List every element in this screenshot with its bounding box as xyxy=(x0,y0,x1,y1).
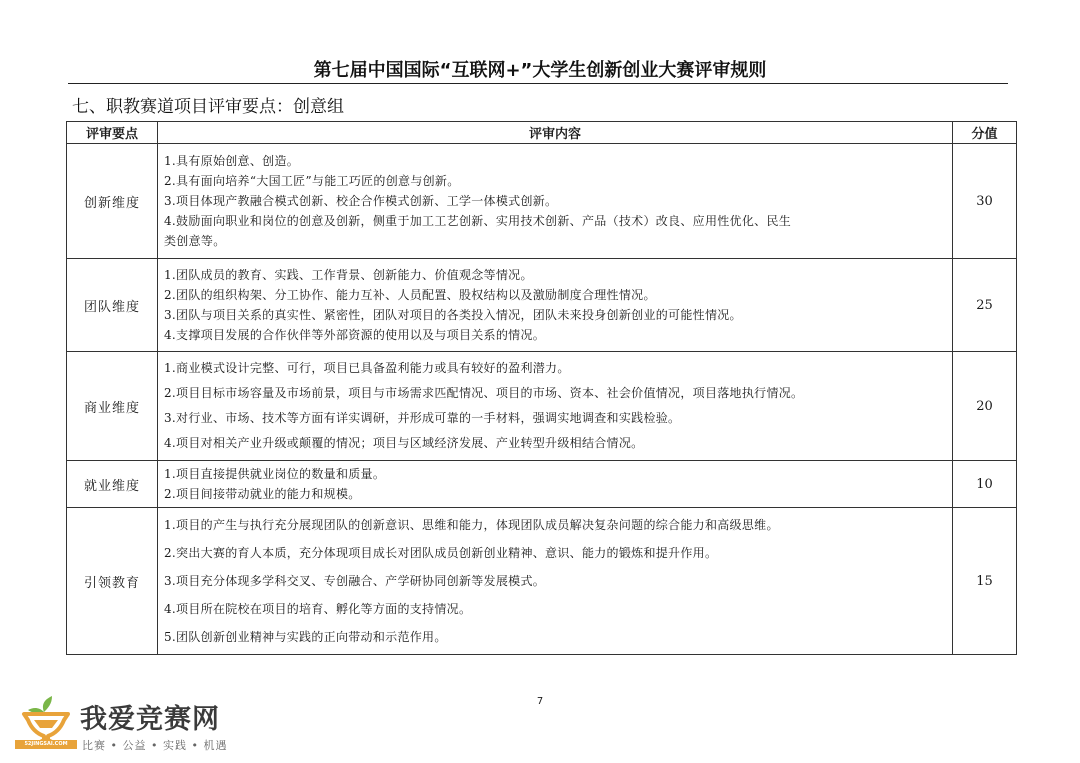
table-row xyxy=(67,508,1017,655)
brand-name: 我爱竞赛网 xyxy=(80,704,220,735)
list-item: 4.项目对相关产业升级或颠覆的情况；项目与区域经济发展、产业转型升级相结合情况。 xyxy=(164,436,644,450)
list-item: 3.项目体现产教融合模式创新、校企合作模式创新、工学一体模式创新。 xyxy=(164,194,558,208)
row-content xyxy=(158,508,953,655)
row-dimension: 商业维度 xyxy=(67,352,158,461)
list-item: 2.突出大赛的育人本质，充分体现项目成长对团队成员创新创业精神、意识、能力的锻炼和提升作用。 xyxy=(164,546,718,560)
header-score: 分值 xyxy=(953,122,1017,144)
brand-domain: 52JINGSAI.COM xyxy=(15,740,77,749)
row-dimension: 团队维度 xyxy=(67,259,158,352)
row-content xyxy=(158,461,953,508)
page-number: 7 xyxy=(536,696,544,707)
table-header-row xyxy=(67,122,1017,144)
brand-slogan: 比赛 • 公益 • 实践 • 机遇 xyxy=(82,739,228,752)
row-score: 10 xyxy=(953,461,1017,508)
list-item: 5.团队创新创业精神与实践的正向带动和示范作用。 xyxy=(164,630,447,644)
list-item: 4.项目所在院校在项目的培育、孵化等方面的支持情况。 xyxy=(164,602,472,616)
list-item: 2.团队的组织构架、分工协作、能力互补、人员配置、股权结构以及激励制度合理性情况。 xyxy=(164,288,656,302)
document-title: 第七届中国国际“互联网+”大学生创新创业大赛评审规则 xyxy=(313,60,767,81)
list-item: 1.项目直接提供就业岗位的数量和质量。 xyxy=(164,467,386,481)
section-heading: 七、职教赛道项目评审要点：创意组 xyxy=(72,97,344,117)
list-item: 2.项目目标市场容量及市场前景，项目与市场需求匹配情况、项目的市场、资本、社会价值情况，项目落地执行情况。 xyxy=(164,386,804,400)
list-item: 1.具有原始创意、创造。 xyxy=(164,154,300,168)
review-criteria-table xyxy=(66,121,1017,655)
list-item: 4.支撑项目发展的合作伙伴等外部资源的使用以及与项目关系的情况。 xyxy=(164,328,546,342)
list-item: 1.项目的产生与执行充分展现团队的创新意识、思维和能力，体现团队成员解决复杂问题的综合能力和高级思维。 xyxy=(164,518,779,532)
table-row xyxy=(67,259,1017,352)
row-score: 30 xyxy=(953,144,1017,259)
table-row xyxy=(67,144,1017,259)
row-score: 15 xyxy=(953,508,1017,655)
row-dimension: 创新维度 xyxy=(67,144,158,259)
row-dimension: 引领教育 xyxy=(67,508,158,655)
list-item: 3.项目充分体现多学科交叉、专创融合、产学研协同创新等发展模式。 xyxy=(164,574,546,588)
row-content xyxy=(158,259,953,352)
table-row xyxy=(67,461,1017,508)
list-item: 2.项目间接带动就业的能力和规模。 xyxy=(164,487,361,501)
list-item: 3.对行业、市场、技术等方面有详实调研，并形成可靠的一手材料，强调实地调查和实践检验。 xyxy=(164,411,681,425)
row-score: 20 xyxy=(953,352,1017,461)
row-dimension: 就业维度 xyxy=(67,461,158,508)
list-item: 2.具有面向培养“大国工匠”与能工巧匠的创意与创新。 xyxy=(164,174,460,188)
list-item: 类创意等。 xyxy=(164,234,226,248)
list-item: 1.商业模式设计完整、可行，项目已具备盈利能力或具有较好的盈利潜力。 xyxy=(164,361,570,375)
title-divider xyxy=(68,83,1008,84)
table-row xyxy=(67,352,1017,461)
list-item: 3.团队与项目关系的真实性、紧密性，团队对项目的各类投入情况，团队未来投身创新创业的可能性情况。 xyxy=(164,308,742,322)
header-content: 评审内容 xyxy=(158,122,953,144)
row-score: 25 xyxy=(953,259,1017,352)
row-content xyxy=(158,352,953,461)
header-dimension: 评审要点 xyxy=(67,122,158,144)
list-item: 1.团队成员的教育、实践、工作背景、创新能力、价值观念等情况。 xyxy=(164,268,533,282)
list-item: 4.鼓励面向职业和岗位的创意及创新，侧重于加工工艺创新、实用技术创新、产品（技术）改良、应用性优化、民生 xyxy=(164,214,792,228)
row-content xyxy=(158,144,953,259)
